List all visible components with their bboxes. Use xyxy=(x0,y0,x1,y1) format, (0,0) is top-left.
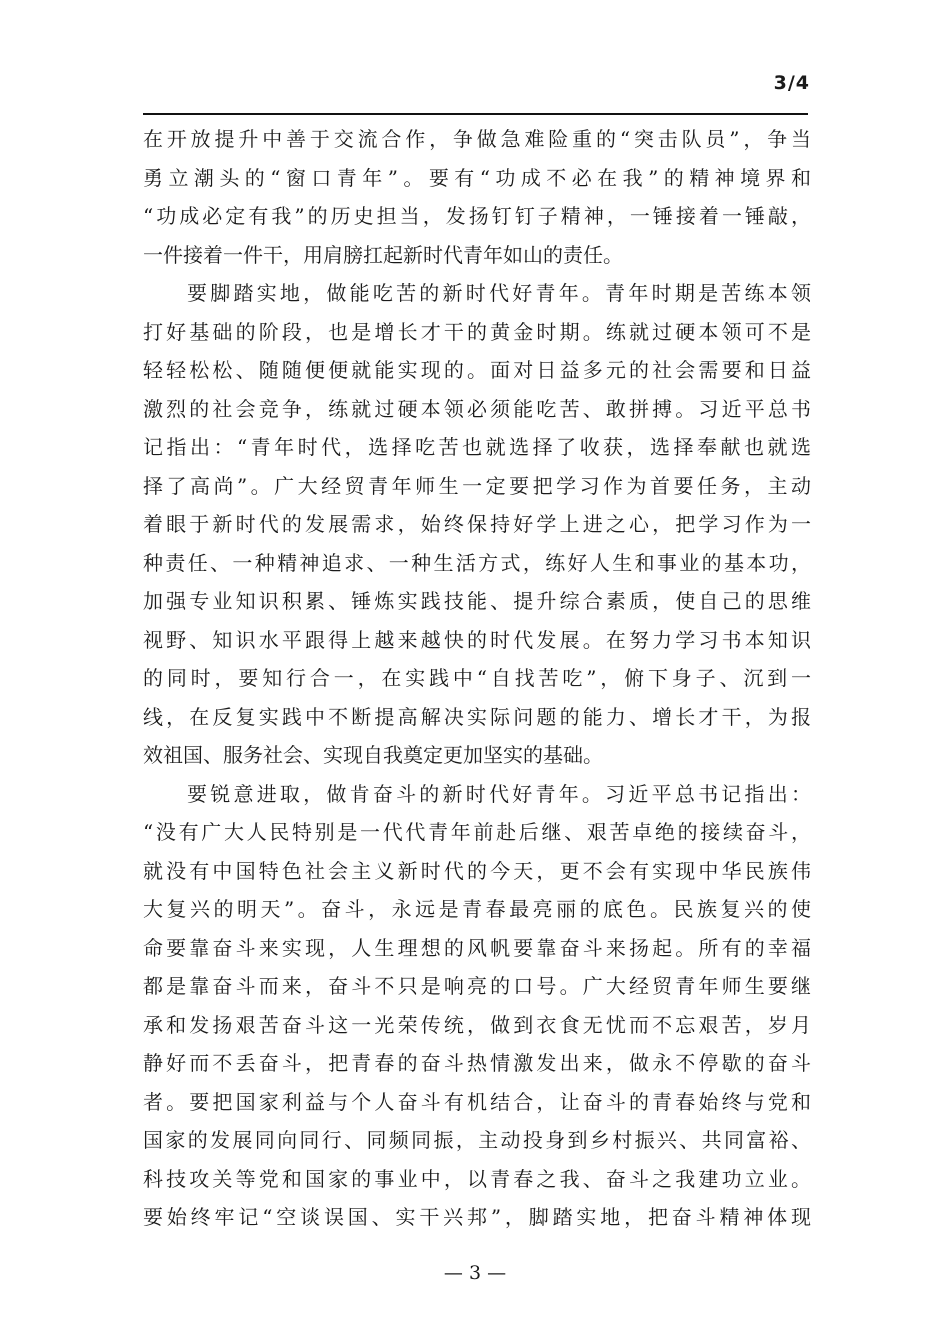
text-line: 着眼于新时代的发展需求，始终保持好学上进之心，把学习作为一 xyxy=(143,512,811,536)
text-line: 科技攻关等党和国家的事业中，以青春之我、奋斗之我建功立业。 xyxy=(143,1166,811,1191)
page-counter: 3/4 xyxy=(773,72,810,94)
text-line: 记指出：“青年时代，选择吃苦也就选择了收获，选择奉献也就选 xyxy=(143,435,811,459)
text-line: 要始终牢记“空谈误国、实干兴邦”，脚踏实地，把奋斗精神体现 xyxy=(143,1205,811,1229)
text-line: 种责任、一种精神追求、一种生活方式，练好人生和事业的基本功， xyxy=(143,550,811,575)
text-line: “没有广大人民特别是一代代青年前赴后继、艰苦卓绝的接续奋斗， xyxy=(143,820,811,844)
text-line: 激烈的社会竞争，练就过硬本领必须能吃苦、敢拼搏。习近平总书 xyxy=(143,396,811,421)
text-line: 视野、知识水平跟得上越来越快的时代发展。在努力学习书本知识 xyxy=(143,627,811,652)
text-line: 国家的发展同向同行、同频同振，主动投身到乡村振兴、共同富裕、 xyxy=(143,1128,811,1152)
text-line: 的同时，要知行合一，在实践中“自找苦吃”，俯下身子、沉到一 xyxy=(143,666,811,690)
text-line: 承和发扬艰苦奋斗这一光荣传统，做到衣食无忧而不忘艰苦，岁月 xyxy=(143,1012,811,1037)
paragraph xyxy=(143,120,811,274)
text-line: 都是靠奋斗而来，奋斗不只是响亮的口号。广大经贸青年师生要继 xyxy=(143,974,811,998)
text-line: 打好基础的阶段，也是增长才干的黄金时期。练就过硬本领可不是 xyxy=(143,319,811,344)
text-line: 大复兴的明天”。奋斗，永远是青春最亮丽的底色。民族复兴的使 xyxy=(143,897,811,921)
header-divider xyxy=(143,113,808,115)
text-line: 命要靠奋斗来实现，人生理想的风帆要靠奋斗来扬起。所有的幸福 xyxy=(143,935,811,960)
text-line: 一件接着一件干，用肩膀扛起新时代青年如山的责任。 xyxy=(143,242,623,267)
page-number-footer: — 3 — xyxy=(443,1262,507,1284)
paragraph xyxy=(143,274,811,775)
text-line: 轻轻松松、随随便便就能实现的。面对日益多元的社会需要和日益 xyxy=(143,358,811,382)
text-line: 就没有中国特色社会主义新时代的今天，更不会有实现中华民族伟 xyxy=(143,858,811,883)
text-line: 择了高尚”。广大经贸青年师生一定要把学习作为首要任务，主动 xyxy=(143,473,811,498)
text-line: 在开放提升中善于交流合作，争做急难险重的“突击队员”，争当 xyxy=(143,127,811,151)
text-line: “功成必定有我”的历史担当，发扬钉钉子精神，一锤接着一锤敲， xyxy=(143,204,811,228)
text-line: 勇立潮头的“窗口青年”。要有“功成不必在我”的精神境界和 xyxy=(143,165,811,190)
text-line: 要脚踏实地，做能吃苦的新时代好青年。青年时期是苦练本领 xyxy=(187,281,811,305)
paragraph xyxy=(143,775,811,1237)
text-line: 加强专业知识积累、锤炼实践技能、提升综合素质，使自己的思维 xyxy=(143,589,811,613)
text-line: 静好而不丢奋斗，把青春的奋斗热情激发出来，做永不停歇的奋斗 xyxy=(143,1051,811,1075)
text-line: 者。要把国家利益与个人奋斗有机结合，让奋斗的青春始终与党和 xyxy=(143,1089,811,1114)
text-line: 效祖国、服务社会、实现自我奠定更加坚实的基础。 xyxy=(143,743,603,767)
document-body xyxy=(143,120,811,1237)
text-line: 线，在反复实践中不断提高解决实际问题的能力、增长才干，为报 xyxy=(143,704,811,729)
text-line: 要锐意进取，做肯奋斗的新时代好青年。习近平总书记指出： xyxy=(187,781,811,806)
